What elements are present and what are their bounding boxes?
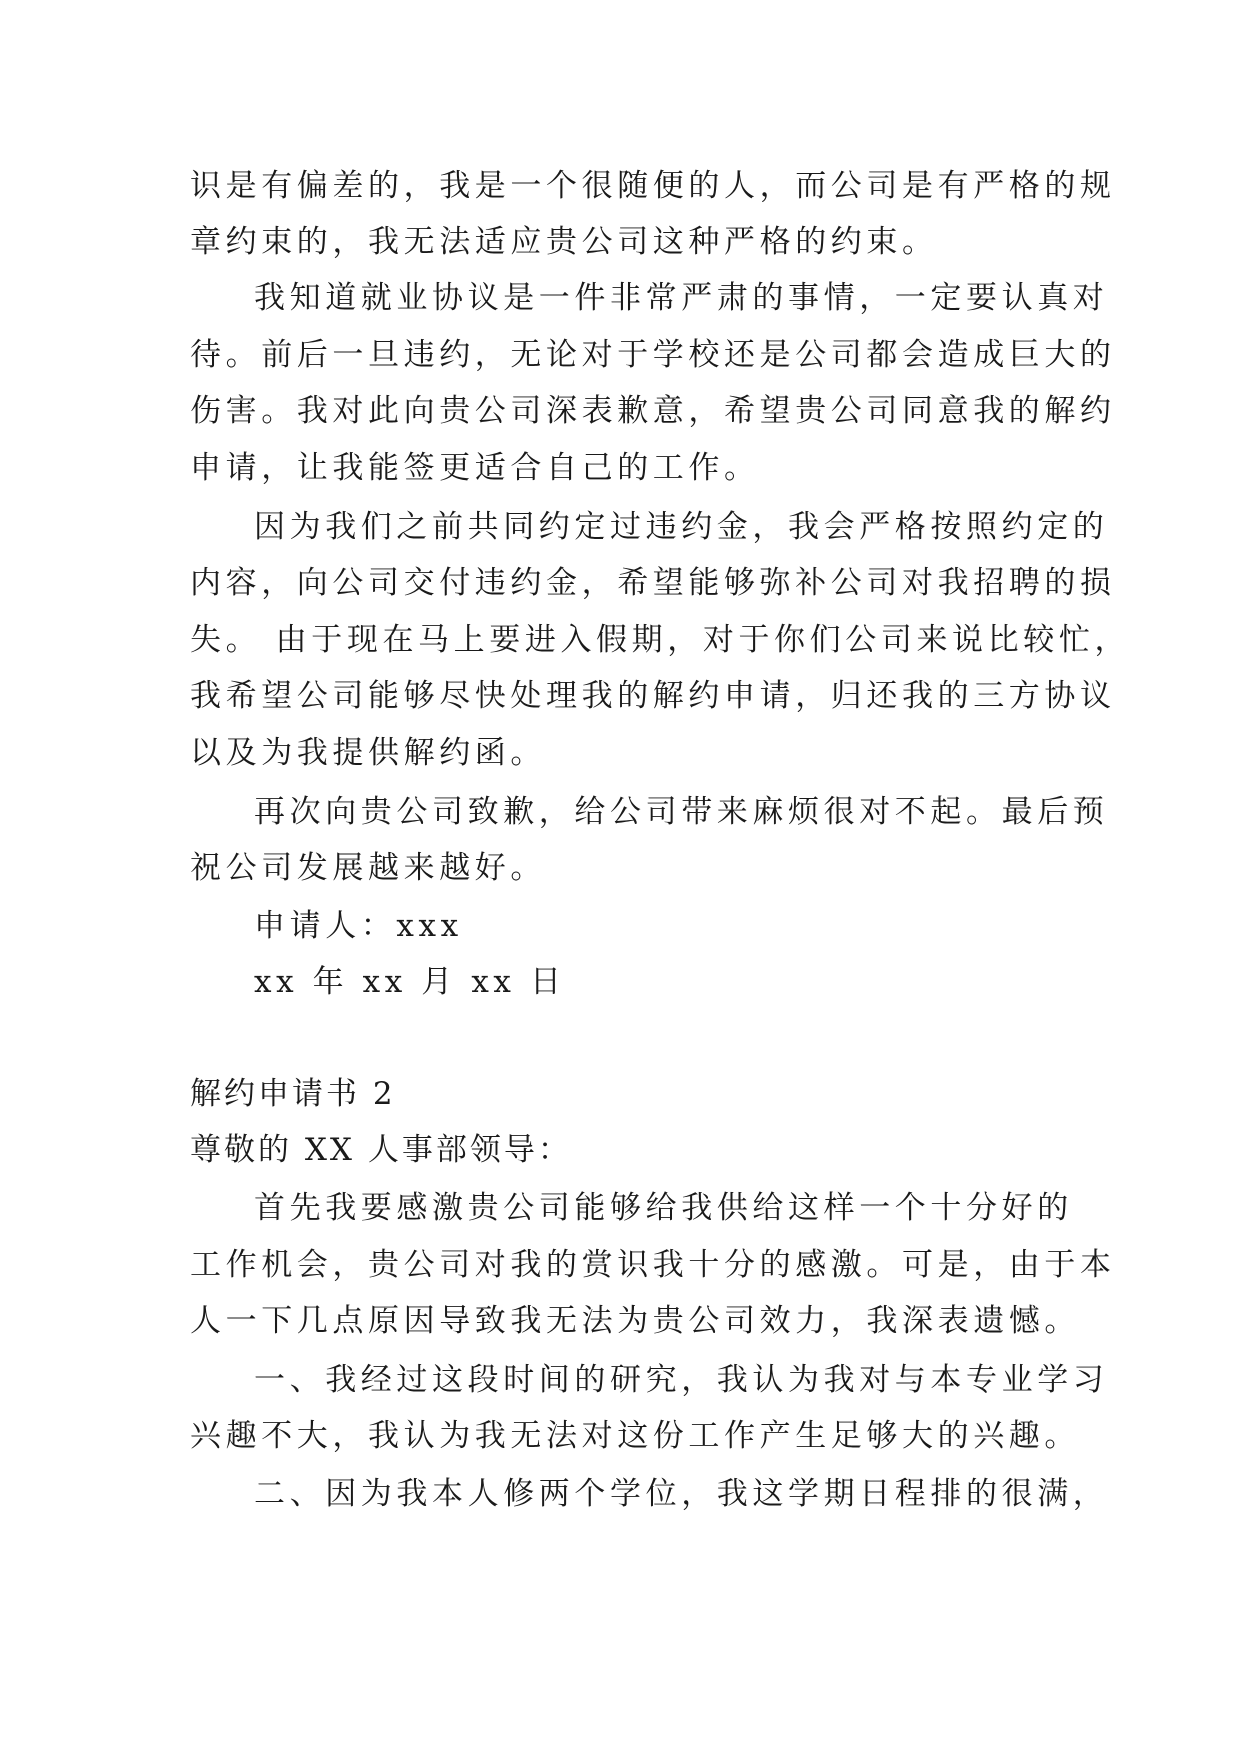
- paragraph-line: 再次向贵公司致歉，给公司带来麻烦很对不起。最后预: [254, 794, 1109, 830]
- paragraph-line: 二、因为我本人修两个学位，我这学期日程排的很满，: [254, 1476, 1109, 1512]
- date-line: xx 年 xx 月 xx 日: [254, 964, 566, 1000]
- paragraph-line: 失。 由于现在马上要进入假期，对于你们公司来说比较忙，: [190, 622, 1131, 658]
- paragraph-line: 伤害。我对此向贵公司深表歉意，希望贵公司同意我的解约: [190, 393, 1116, 429]
- paragraph-line: 一、我经过这段时间的研究，我认为我对与本专业学习: [254, 1362, 1109, 1398]
- salutation: 尊敬的 XX 人事部领导：: [190, 1132, 572, 1168]
- paragraph-line: 工作机会，贵公司对我的赏识我十分的感激。可是，由于本: [190, 1247, 1116, 1283]
- section-title: 解约申请书 2: [190, 1076, 396, 1112]
- paragraph-line: 人一下几点原因导致我无法为贵公司效力，我深表遗憾。: [190, 1303, 1080, 1339]
- paragraph-line: 识是有偏差的，我是一个很随便的人，而公司是有严格的规: [190, 168, 1116, 204]
- applicant-signature: 申请人：xxx: [254, 908, 463, 944]
- paragraph-line: 我知道就业协议是一件非常严肃的事情，一定要认真对: [254, 280, 1109, 316]
- paragraph-line: 待。前后一旦违约，无论对于学校还是公司都会造成巨大的: [190, 337, 1116, 373]
- paragraph-line: 章约束的，我无法适应贵公司这种严格的约束。: [190, 224, 938, 260]
- paragraph-line: 兴趣不大，我认为我无法对这份工作产生足够大的兴趣。: [190, 1418, 1080, 1454]
- paragraph-line: 内容，向公司交付违约金，希望能够弥补公司对我招聘的损: [190, 565, 1116, 601]
- paragraph-line: 申请，让我能签更适合自己的工作。: [190, 450, 760, 486]
- paragraph-line: 首先我要感激贵公司能够给我供给这样一个十分好的: [254, 1190, 1073, 1226]
- paragraph-line: 因为我们之前共同约定过违约金，我会严格按照约定的: [254, 509, 1109, 545]
- paragraph-line: 我希望公司能够尽快处理我的解约申请，归还我的三方协议: [190, 678, 1116, 714]
- paragraph-line: 祝公司发展越来越好。: [190, 850, 546, 886]
- paragraph-line: 以及为我提供解约函。: [190, 735, 546, 771]
